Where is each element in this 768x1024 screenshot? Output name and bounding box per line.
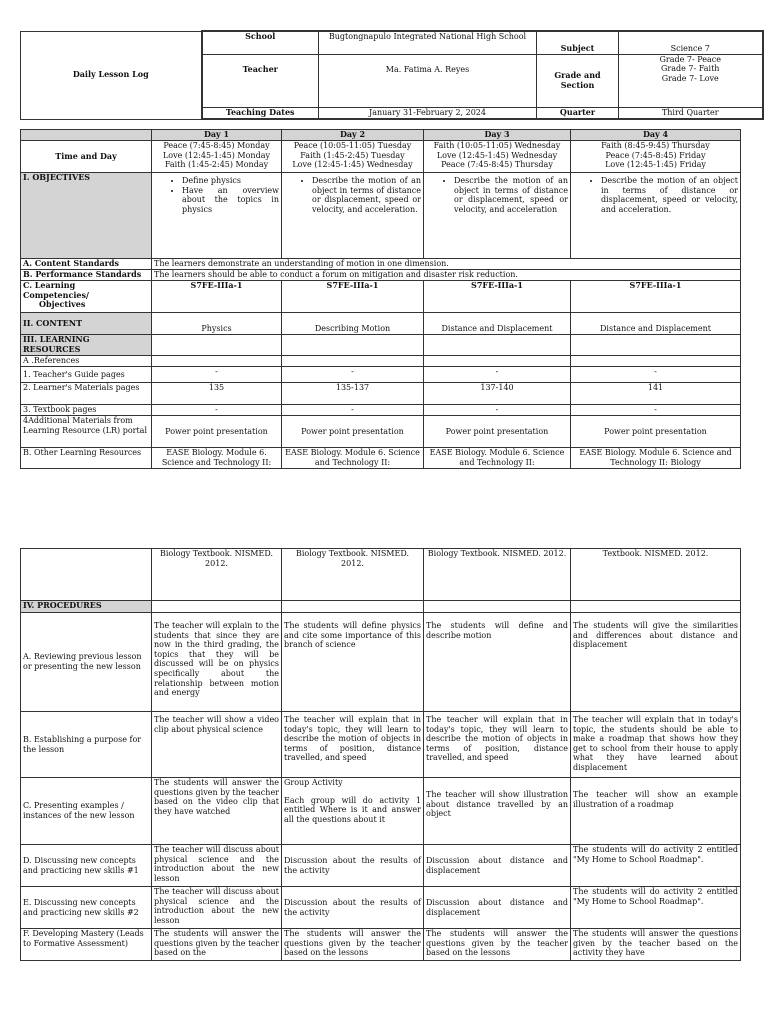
procedure-cell: The students will answer the questions given by the teacher based on the lessons <box>424 929 571 961</box>
competency-code: S7FE-IIIa-1 <box>424 281 571 313</box>
school-label: School <box>202 31 319 54</box>
procedure-cell: The teacher will discuss about physical science and the introduction about the new lesson <box>152 845 282 887</box>
schedule-cell <box>571 141 741 173</box>
subject-label: Subject <box>537 31 619 54</box>
procedure-label: D. Discussing new concepts and practicing new skills #1 <box>21 845 152 887</box>
grade-value: Grade 7- Peace <box>659 54 721 64</box>
empty-cell <box>282 335 424 356</box>
log-title: Daily Lesson Log <box>21 31 202 119</box>
lm-value: 137-140 <box>424 383 571 405</box>
procedure-label: B. Establishing a purpose for the lesson <box>21 712 152 778</box>
competencies-label <box>21 281 152 313</box>
empty-cell <box>571 601 741 613</box>
time-day-label: Time and Day <box>21 141 152 173</box>
day-header: Day 2 <box>282 130 424 141</box>
schedule-line: Love (12:45-1:45) Wednesday <box>292 160 413 170</box>
additional-materials-label: 4Additional Materials from Learning Resource (LR) portal <box>21 416 152 448</box>
schedule-cell <box>424 141 571 173</box>
schedule-line: Peace (7:45-8:45) Thursday <box>441 160 553 170</box>
procedure-cell: The students will do activity 2 entitled "My Home to School Roadmap". <box>571 887 741 929</box>
resources-label: III. LEARNING RESOURCES <box>21 335 152 356</box>
subject-value: Science 7 <box>619 31 763 54</box>
grade-label: Grade and Section <box>537 54 619 107</box>
objectives-day2 <box>282 173 424 259</box>
objective-item: • Describe the motion of an object in terms of distance or displacement, speed or velocity, and acceleration <box>454 176 568 214</box>
textbook-cell: Textbook. NISMED. 2012. <box>571 549 741 601</box>
header-table <box>20 30 764 120</box>
grade-value: Grade 7- Faith <box>661 64 720 74</box>
lm-label: 2. Learner's Materials pages <box>21 383 152 405</box>
competencies-label-line: C. Learning <box>23 280 76 290</box>
competency-code: S7FE-IIIa-1 <box>152 281 282 313</box>
schedule-line: Faith (10:05-11:05) Wednesday <box>433 141 561 150</box>
teacher-label: Teacher <box>202 54 319 107</box>
empty-cell <box>424 601 571 613</box>
content-value: Describing Motion <box>282 313 424 335</box>
content-standards-label: A. Content Standards <box>21 259 152 270</box>
lm-value: 135-137 <box>282 383 424 405</box>
procedure-cell: The students will define and describe motion <box>424 613 571 712</box>
dates-value: January 31-February 2, 2024 <box>319 107 537 119</box>
procedure-cell: The teacher will explain that in today's topic, they will learn to describe the motion of objects in terms of position, distance travelled, and speed <box>282 712 424 778</box>
schedule-line: Faith (8:45-9:45) Thursday <box>601 141 710 150</box>
content-value: Distance and Displacement <box>571 313 741 335</box>
procedure-cell: The teacher will show illustration about distance travelled by an object <box>424 778 571 845</box>
procedure-cell: The students will do activity 2 entitled "My Home to School Roadmap". <box>571 845 741 887</box>
procedure-cell: The students will define physics and cite some importance of this branch of science <box>282 613 424 712</box>
procedure-cell <box>282 778 424 845</box>
quarter-label: Quarter <box>537 107 619 119</box>
tg-value: - <box>152 367 282 383</box>
tb-value: - <box>282 405 424 416</box>
procedure-cell: Discussion about the results of the activity <box>282 845 424 887</box>
competency-code: S7FE-IIIa-1 <box>571 281 741 313</box>
content-standards-value: The learners demonstrate an understanding of motion in one dimension. <box>152 259 741 270</box>
day-header: Day 4 <box>571 130 741 141</box>
schedule-line: Love (12:45-1:45) Monday <box>162 150 270 160</box>
schedule-line: Love (12:45-1:45) Wednesday <box>436 150 558 160</box>
schedule-line: Faith (1:45-2:45) Tuesday <box>300 150 405 160</box>
procedure-cell: The teacher will show an example illustration of a roadmap <box>571 778 741 845</box>
objectives-day1 <box>152 173 282 259</box>
school-value: Bugtongnapulo Integrated National High School <box>319 31 537 54</box>
procedure-label: C. Presenting examples / instances of the new lesson <box>21 778 152 845</box>
performance-standards-label: B. Performance Standards <box>21 270 152 281</box>
objective-item: • Describe the motion of an object in terms of distance or displacement, speed or velocity, and acceleration. <box>312 176 421 214</box>
other-resources-label: B. Other Learning Resources <box>21 448 152 469</box>
day-header: Day 1 <box>152 130 282 141</box>
schedule-line: Peace (10:05-11:05) Tuesday <box>293 141 412 150</box>
content-label: II. CONTENT <box>21 313 152 335</box>
schedule-cell <box>282 141 424 173</box>
other-resources-value: EASE Biology. Module 6. Science and Technology II: <box>152 448 282 469</box>
references-label: A .References <box>21 356 152 367</box>
competency-code: S7FE-IIIa-1 <box>282 281 424 313</box>
procedure-cell: The students will answer the questions given by the teacher based on the <box>152 929 282 961</box>
grade-value: Grade 7- Love <box>661 73 719 83</box>
content-value: Physics <box>152 313 282 335</box>
empty-cell <box>571 356 741 367</box>
schedule-line: Faith (1:45-2:45) Monday <box>164 160 269 170</box>
empty-cell <box>424 356 571 367</box>
empty-cell <box>21 549 152 601</box>
procedure-cell: The students will answer the questions given by the teacher based on the video clip that they have watched <box>152 778 282 845</box>
objective-item: • Describe the motion of an object in terms of distance or displacement, speed or velocity, and acceleration. <box>601 176 738 214</box>
procedure-cell: The teacher will explain that in today's topic, they will learn to describe the motion of objects in terms of position, distance travelled, and speed <box>424 712 571 778</box>
procedures-table <box>20 548 741 961</box>
empty-cell <box>152 335 282 356</box>
tb-label: 3. Textbook pages <box>21 405 152 416</box>
corner-cell <box>21 130 152 141</box>
tg-value: - <box>282 367 424 383</box>
procedures-label: IV. PROCEDURES <box>21 601 152 613</box>
tb-value: - <box>424 405 571 416</box>
schedule-cell <box>152 141 282 173</box>
empty-cell <box>282 601 424 613</box>
tb-value: - <box>152 405 282 416</box>
procedure-cell: The teacher will show a video clip about physical science <box>152 712 282 778</box>
other-resources-value: EASE Biology. Module 6. Science and Technology II: <box>424 448 571 469</box>
schedule-line: Peace (7:45-8:45) Monday <box>163 141 270 150</box>
group-activity-detail: Each group will do activity 1 entitled Where is it and answer all the questions about it <box>284 795 421 824</box>
tg-label: 1. Teacher's Guide pages <box>21 367 152 383</box>
procedure-cell: The teacher will discuss about physical science and the introduction about the new lesson <box>152 887 282 929</box>
procedure-cell: The students will answer the questions given by the teacher based on the activity they have <box>571 929 741 961</box>
empty-cell <box>152 356 282 367</box>
group-activity-text: Group Activity <box>284 778 343 787</box>
other-resources-value: EASE Biology. Module 6. Science and Technology II: Biology <box>571 448 741 469</box>
lesson-table <box>20 129 741 469</box>
competencies-label-line: Competencies/ <box>23 289 89 300</box>
procedure-label: F. Developing Mastery (Leads to Formative Assessment) <box>21 929 152 961</box>
textbook-cell: Biology Textbook. NISMED. 2012. <box>282 549 424 601</box>
textbook-cell: Biology Textbook. NISMED. 2012. <box>424 549 571 601</box>
lm-value: 135 <box>152 383 282 405</box>
procedure-label: E. Discussing new concepts and practicing new skills #2 <box>21 887 152 929</box>
procedure-cell: The teacher will explain to the students that since they are now in the third grading, the topics that they will be discussed will be on physics specifically about the relationship between motion and energy <box>152 613 282 712</box>
tg-value: - <box>571 367 741 383</box>
quarter-value: Third Quarter <box>619 107 763 119</box>
procedure-cell: The students will give the similarities and differences about distance and displacement <box>571 613 741 712</box>
additional-materials-value: Power point presentation <box>571 416 741 448</box>
grade-values <box>619 54 763 107</box>
procedure-cell: Discussion about the results of the activity <box>282 887 424 929</box>
schedule-line: Love (12:45-1:45) Friday <box>605 160 706 170</box>
day-header: Day 3 <box>424 130 571 141</box>
procedure-cell: Discussion about distance and displacement <box>424 845 571 887</box>
additional-materials-value: Power point presentation <box>424 416 571 448</box>
empty-cell <box>424 335 571 356</box>
lm-value: 141 <box>571 383 741 405</box>
procedure-label: A. Reviewing previous lesson or presenting the new lesson <box>21 613 152 712</box>
additional-materials-value: Power point presentation <box>152 416 282 448</box>
content-value: Distance and Displacement <box>424 313 571 335</box>
performance-standards-value: The learners should be able to conduct a forum on mitigation and disaster risk reduction. <box>152 270 741 281</box>
objectives-day3 <box>424 173 571 259</box>
procedure-cell: The students will answer the questions given by the teacher based on the lessons <box>282 929 424 961</box>
schedule-line: Peace (7:45-8:45) Friday <box>605 150 706 160</box>
other-resources-value: EASE Biology. Module 6. Science and Technology II: <box>282 448 424 469</box>
empty-cell <box>282 356 424 367</box>
objective-item: • Define physics <box>182 176 279 186</box>
empty-cell <box>571 335 741 356</box>
tg-value: - <box>424 367 571 383</box>
additional-materials-value: Power point presentation <box>282 416 424 448</box>
objectives-day4 <box>571 173 741 259</box>
tb-value: - <box>571 405 741 416</box>
competencies-label-line: Objectives <box>39 299 86 310</box>
procedure-cell: The teacher will explain that in today's topic, the students should be able to make a roadmap that shows how they get to school from their house to apply what they have learned about displacement <box>571 712 741 778</box>
objectives-label: I. OBJECTIVES <box>21 173 152 259</box>
textbook-cell: Biology Textbook. NISMED. 2012. <box>152 549 282 601</box>
procedure-cell: Discussion about distance and displacement <box>424 887 571 929</box>
empty-cell <box>152 601 282 613</box>
dates-label: Teaching Dates <box>202 107 319 119</box>
teacher-value: Ma. Fatima A. Reyes <box>319 54 537 107</box>
objective-item: • Have an overview about the topics in physics <box>182 186 279 215</box>
